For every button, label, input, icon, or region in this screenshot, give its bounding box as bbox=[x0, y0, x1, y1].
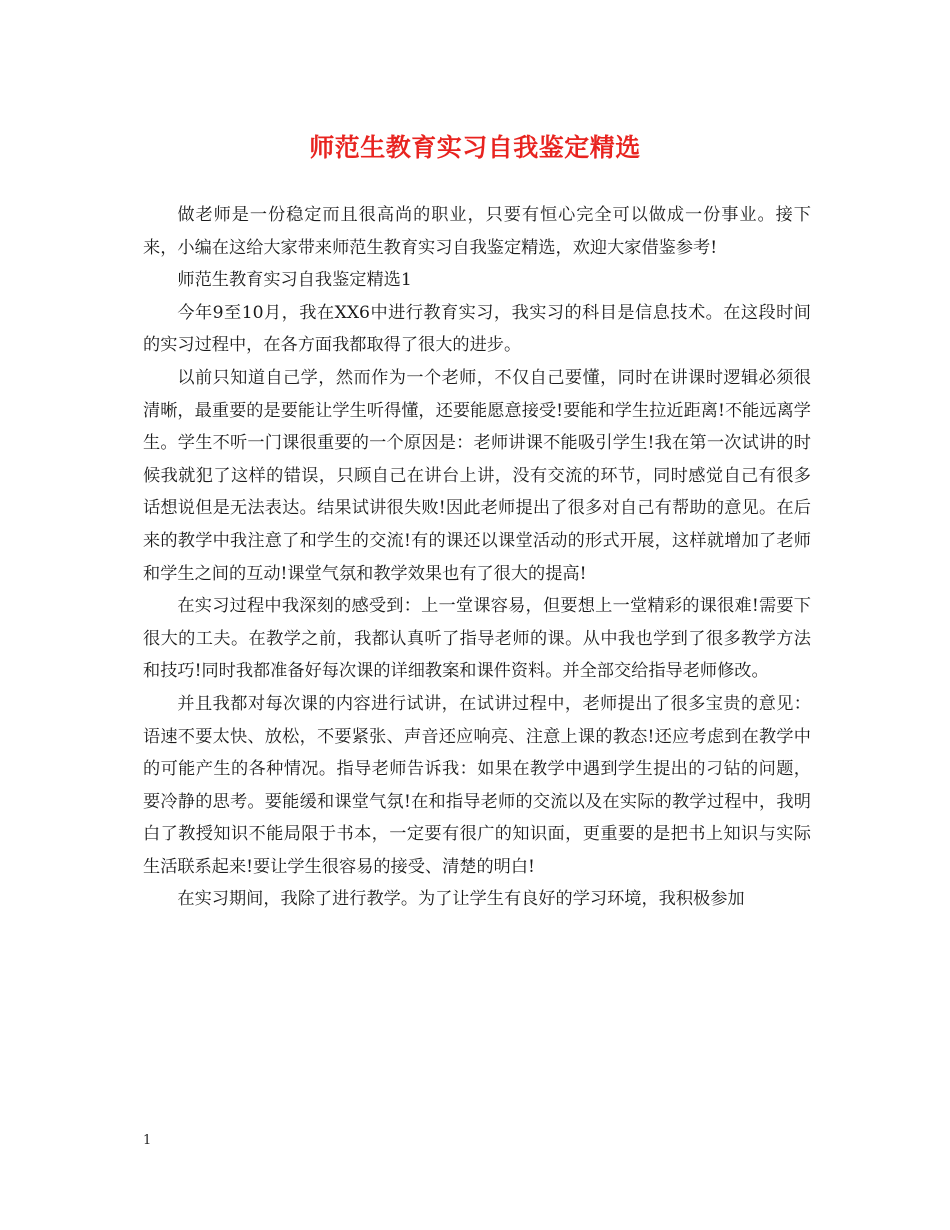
body-paragraph: 以前只知道自己学，然而作为一个老师，不仅自己要懂，同时在讲课时逻辑必须很清晰，最重要的是要能让学生听得懂，还要能愿意接受!要能和学生拉近距离!不能远离学生。学生不听一门课很重要的一个原因是：老师讲课不能吸引学生!我在第一次试讲的时候我就犯了这样的错误，只顾自己在讲台上讲，没有交流的环节，同时感觉自己有很多话想说但是无法表达。结果试讲很失败!因此老师提出了很多对自己有帮助的意见。在后来的教学中我注意了和学生的交流!有的课还以课堂活动的形式开展，这样就增加了老师和学生之间的互动!课堂气氛和教学效果也有了很大的提高! bbox=[143, 367, 811, 584]
body-paragraph: 并且我都对每次课的内容进行试讲，在试讲过程中，老师提出了很多宝贵的意见：语速不要太快、放松，不要紧张、声音还应响亮、注意上课的教态!还应考虑到在教学中的可能产生的各种情况。指导老师告诉我：如果在教学中遇到学生提出的刁钻的问题，要冷静的思考。要能缓和课堂气氛!在和指导老师的交流以及在实际的教学过程中，我明白了教授知识不能局限于书本，一定要有很广的知识面，更重要的是把书上知识与实际生活联系起来!要让学生很容易的接受、清楚的明白! bbox=[143, 693, 811, 877]
intro-paragraph: 做老师是一份稳定而且很高尚的职业，只要有恒心完全可以做成一份事业。接下来，小编在这给大家带来师范生教育实习自我鉴定精选，欢迎大家借鉴参考! bbox=[143, 205, 811, 258]
document-body bbox=[143, 199, 811, 916]
body-paragraph: 在实习过程中我深刻的感受到：上一堂课容易，但要想上一堂精彩的课很难!需要下很大的工夫。在教学之前，我都认真听了指导老师的课。从中我也学到了很多教学方法和技巧!同时我都准备好每次课的详细教案和课件资料。并全部交给指导老师修改。 bbox=[143, 596, 811, 682]
body-paragraph: 在实习期间，我除了进行教学。为了让学生有良好的学习环境，我积极参加 bbox=[177, 889, 745, 910]
section-heading: 师范生教育实习自我鉴定精选1 bbox=[177, 270, 412, 291]
document-title: 师范生教育实习自我鉴定精选 bbox=[309, 133, 641, 162]
page-number: 1 bbox=[143, 1133, 152, 1148]
body-paragraph: 今年9至10月，我在XX6中进行教育实习，我实习的科目是信息技术。在这段时间的实习过程中，在各方面我都取得了很大的进步。 bbox=[143, 302, 811, 356]
